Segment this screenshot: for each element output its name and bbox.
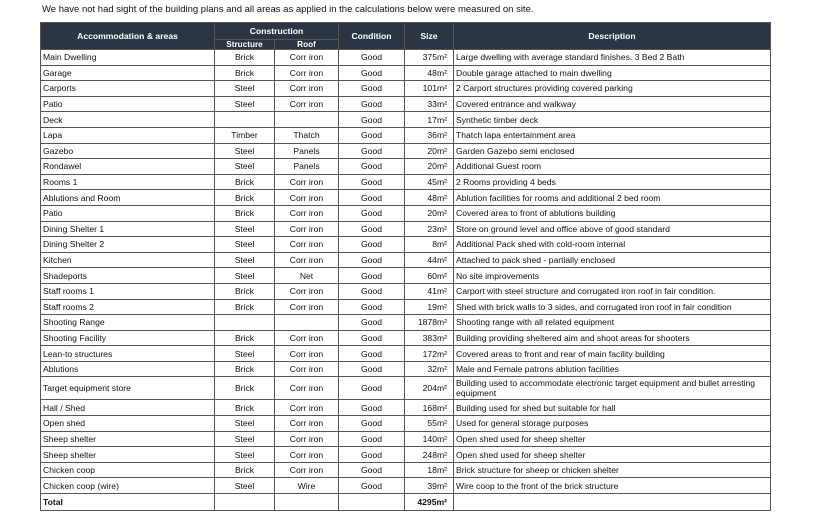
structure-cell: Steel	[215, 416, 275, 432]
structure-cell: Steel	[215, 346, 275, 362]
roof-cell: Corr iron	[275, 416, 339, 432]
roof-cell: Corr iron	[275, 221, 339, 237]
condition-cell: Good	[339, 81, 405, 97]
condition-cell: Good	[339, 221, 405, 237]
condition-cell: Good	[339, 400, 405, 416]
structure-cell: Brick	[215, 50, 275, 66]
area-cell: Ablutions and Room	[41, 190, 215, 206]
condition-cell: Good	[339, 159, 405, 175]
structure-cell: Brick	[215, 190, 275, 206]
structure-cell: Brick	[215, 400, 275, 416]
structure-cell	[215, 315, 275, 331]
condition-cell: Good	[339, 190, 405, 206]
structure-cell: Brick	[215, 330, 275, 346]
condition-cell: Good	[339, 96, 405, 112]
size-cell: 172m²	[405, 346, 454, 362]
structure-cell: Steel	[215, 81, 275, 97]
condition-cell: Good	[339, 268, 405, 284]
size-cell: 36m²	[405, 127, 454, 143]
size-cell: 48m²	[405, 190, 454, 206]
structure-cell: Steel	[215, 221, 275, 237]
description-cell: Carport with steel structure and corrugated iron roof in fair condition.	[454, 283, 771, 299]
condition-cell: Good	[339, 377, 405, 400]
condition-cell: Good	[339, 143, 405, 159]
size-cell: 8m²	[405, 237, 454, 253]
condition-cell: Good	[339, 478, 405, 494]
table-row	[41, 81, 771, 97]
roof-cell: Corr iron	[275, 377, 339, 400]
table-row	[41, 112, 771, 128]
structure-cell: Brick	[215, 377, 275, 400]
size-cell: 20m²	[405, 143, 454, 159]
description-cell: Covered entrance and walkway	[454, 96, 771, 112]
table-row	[41, 96, 771, 112]
size-cell: 375m²	[405, 50, 454, 66]
size-cell: 204m²	[405, 377, 454, 400]
roof-cell: Corr iron	[275, 447, 339, 463]
table-row	[41, 361, 771, 377]
total-label: Total	[41, 494, 215, 511]
roof-cell: Corr iron	[275, 174, 339, 190]
table-row	[41, 174, 771, 190]
area-cell: Patio	[41, 205, 215, 221]
area-cell: Staff rooms 1	[41, 283, 215, 299]
structure-cell: Brick	[215, 65, 275, 81]
condition-cell: Good	[339, 315, 405, 331]
structure-cell: Timber	[215, 127, 275, 143]
roof-cell: Corr iron	[275, 283, 339, 299]
roof-cell: Wire	[275, 478, 339, 494]
condition-cell: Good	[339, 431, 405, 447]
condition-cell: Good	[339, 283, 405, 299]
structure-cell: Brick	[215, 205, 275, 221]
condition-cell: Good	[339, 237, 405, 253]
description-cell: Wire coop to the front of the brick structure	[454, 478, 771, 494]
table-row	[41, 400, 771, 416]
size-cell: 18m²	[405, 462, 454, 478]
header-description: Description	[454, 23, 771, 50]
table-row	[41, 299, 771, 315]
structure-cell: Steel	[215, 143, 275, 159]
description-cell: Large dwelling with average standard finishes. 3 Bed 2 Bath	[454, 50, 771, 66]
size-cell: 23m²	[405, 221, 454, 237]
size-cell: 44m²	[405, 252, 454, 268]
description-cell: Shooting range with all related equipment	[454, 315, 771, 331]
area-cell: Gazebo	[41, 143, 215, 159]
roof-cell: Panels	[275, 159, 339, 175]
area-cell: Target equipment store	[41, 377, 215, 400]
description-cell: Building providing sheltered aim and shoot areas for shooters	[454, 330, 771, 346]
table-row	[41, 221, 771, 237]
table-row	[41, 65, 771, 81]
description-cell: No site improvements	[454, 268, 771, 284]
accommodation-table	[40, 22, 771, 511]
area-cell: Ablutions	[41, 361, 215, 377]
condition-cell: Good	[339, 447, 405, 463]
size-cell: 33m²	[405, 96, 454, 112]
roof-cell: Corr iron	[275, 346, 339, 362]
size-cell: 248m²	[405, 447, 454, 463]
description-cell: Synthetic timber deck	[454, 112, 771, 128]
area-cell: Dining Shelter 1	[41, 221, 215, 237]
total-row	[41, 494, 771, 511]
total-size: 4295m²	[405, 494, 454, 511]
area-cell: Carports	[41, 81, 215, 97]
table-row	[41, 190, 771, 206]
table-row	[41, 462, 771, 478]
description-cell: Garden Gazebo semi enclosed	[454, 143, 771, 159]
structure-cell: Steel	[215, 252, 275, 268]
structure-cell: Steel	[215, 268, 275, 284]
area-cell: Kitchen	[41, 252, 215, 268]
description-cell: Double garage attached to main dwelling	[454, 65, 771, 81]
roof-cell: Corr iron	[275, 299, 339, 315]
structure-cell: Brick	[215, 174, 275, 190]
table-row	[41, 315, 771, 331]
header-size: Size	[405, 23, 454, 50]
description-cell: 2 Carport structures providing covered parking	[454, 81, 771, 97]
roof-cell: Corr iron	[275, 361, 339, 377]
condition-cell: Good	[339, 346, 405, 362]
roof-cell: Corr iron	[275, 81, 339, 97]
intro-note: We have not had sight of the building plans and all areas as applied in the calculations below were measured on site.	[42, 4, 534, 15]
table-row	[41, 143, 771, 159]
area-cell: Shadeports	[41, 268, 215, 284]
table-row	[41, 431, 771, 447]
area-cell: Rooms 1	[41, 174, 215, 190]
roof-cell	[275, 112, 339, 128]
table-row	[41, 447, 771, 463]
size-cell: 39m²	[405, 478, 454, 494]
structure-cell: Steel	[215, 159, 275, 175]
size-cell: 41m²	[405, 283, 454, 299]
size-cell: 20m²	[405, 205, 454, 221]
condition-cell: Good	[339, 330, 405, 346]
condition-cell: Good	[339, 112, 405, 128]
condition-cell: Good	[339, 252, 405, 268]
header-condition: Condition	[339, 23, 405, 50]
description-cell: Used for general storage purposes	[454, 416, 771, 432]
size-cell: 20m²	[405, 159, 454, 175]
roof-cell: Corr iron	[275, 431, 339, 447]
roof-cell: Corr iron	[275, 462, 339, 478]
size-cell: 383m²	[405, 330, 454, 346]
size-cell: 55m²	[405, 416, 454, 432]
description-cell: Male and Female patrons ablution facilities	[454, 361, 771, 377]
size-cell: 19m²	[405, 299, 454, 315]
roof-cell: Corr iron	[275, 96, 339, 112]
size-cell: 168m²	[405, 400, 454, 416]
description-cell: Thatch lapa entertainment area	[454, 127, 771, 143]
header-roof: Roof	[275, 40, 339, 50]
table-row	[41, 237, 771, 253]
roof-cell: Panels	[275, 143, 339, 159]
description-cell: Brick structure for sheep or chicken shelter	[454, 462, 771, 478]
description-cell: 2 Rooms providing 4 beds	[454, 174, 771, 190]
structure-cell: Steel	[215, 431, 275, 447]
table-row	[41, 159, 771, 175]
roof-cell: Corr iron	[275, 400, 339, 416]
description-cell: Covered areas to front and rear of main facility building	[454, 346, 771, 362]
table-row	[41, 416, 771, 432]
structure-cell	[215, 112, 275, 128]
header-construction: Construction	[215, 23, 339, 40]
roof-cell: Corr iron	[275, 330, 339, 346]
structure-cell: Steel	[215, 237, 275, 253]
description-cell: Shed with brick walls to 3 sides, and corrugated iron roof in fair condition	[454, 299, 771, 315]
description-cell: Additional Guest room	[454, 159, 771, 175]
table-row	[41, 377, 771, 400]
size-cell: 140m²	[405, 431, 454, 447]
area-cell: Rondawel	[41, 159, 215, 175]
condition-cell: Good	[339, 462, 405, 478]
area-cell: Dining Shelter 2	[41, 237, 215, 253]
area-cell: Shooting Range	[41, 315, 215, 331]
structure-cell: Steel	[215, 96, 275, 112]
table-row	[41, 127, 771, 143]
table-row	[41, 346, 771, 362]
area-cell: Open shed	[41, 416, 215, 432]
table-row	[41, 283, 771, 299]
description-cell: Building used to accommodate electronic target equipment and bullet arresting equipment	[454, 377, 771, 400]
roof-cell: Corr iron	[275, 65, 339, 81]
condition-cell: Good	[339, 416, 405, 432]
description-cell: Building used for shed but suitable for hall	[454, 400, 771, 416]
area-cell: Staff rooms 2	[41, 299, 215, 315]
structure-cell: Brick	[215, 299, 275, 315]
condition-cell: Good	[339, 361, 405, 377]
condition-cell: Good	[339, 205, 405, 221]
roof-cell: Corr iron	[275, 252, 339, 268]
size-cell: 45m²	[405, 174, 454, 190]
area-cell: Lean-to structures	[41, 346, 215, 362]
description-cell: Open shed used for sheep shelter	[454, 447, 771, 463]
area-cell: Deck	[41, 112, 215, 128]
table-row	[41, 268, 771, 284]
area-cell: Chicken coop	[41, 462, 215, 478]
area-cell: Garage	[41, 65, 215, 81]
table-row	[41, 50, 771, 66]
description-cell: Store on ground level and office above of good standard	[454, 221, 771, 237]
header-structure: Structure	[215, 40, 275, 50]
area-cell: Sheep shelter	[41, 431, 215, 447]
roof-cell	[275, 315, 339, 331]
header-accommodation: Accommodation & areas	[41, 23, 215, 50]
table-row	[41, 252, 771, 268]
condition-cell: Good	[339, 299, 405, 315]
description-cell: Attached to pack shed - partially enclosed	[454, 252, 771, 268]
condition-cell: Good	[339, 174, 405, 190]
size-cell: 17m²	[405, 112, 454, 128]
roof-cell: Net	[275, 268, 339, 284]
size-cell: 1878m²	[405, 315, 454, 331]
structure-cell: Steel	[215, 478, 275, 494]
condition-cell: Good	[339, 50, 405, 66]
area-cell: Main Dwelling	[41, 50, 215, 66]
roof-cell: Corr iron	[275, 190, 339, 206]
area-cell: Lapa	[41, 127, 215, 143]
roof-cell: Thatch	[275, 127, 339, 143]
area-cell: Chicken coop (wire)	[41, 478, 215, 494]
description-cell: Covered area to front of ablutions building	[454, 205, 771, 221]
condition-cell: Good	[339, 65, 405, 81]
size-cell: 101m²	[405, 81, 454, 97]
area-cell: Shooting Facility	[41, 330, 215, 346]
size-cell: 60m²	[405, 268, 454, 284]
structure-cell: Brick	[215, 283, 275, 299]
roof-cell: Corr iron	[275, 237, 339, 253]
roof-cell: Corr iron	[275, 205, 339, 221]
description-cell: Open shed used for sheep shelter	[454, 431, 771, 447]
roof-cell: Corr iron	[275, 50, 339, 66]
size-cell: 32m²	[405, 361, 454, 377]
area-cell: Hall / Shed	[41, 400, 215, 416]
description-cell: Additional Pack shed with cold-room internal	[454, 237, 771, 253]
table-row	[41, 330, 771, 346]
structure-cell: Steel	[215, 447, 275, 463]
structure-cell: Brick	[215, 361, 275, 377]
area-cell: Patio	[41, 96, 215, 112]
structure-cell: Brick	[215, 462, 275, 478]
description-cell: Ablution facilities for rooms and additional 2 bed room	[454, 190, 771, 206]
table-row	[41, 205, 771, 221]
area-cell: Sheep shelter	[41, 447, 215, 463]
condition-cell: Good	[339, 127, 405, 143]
table-row	[41, 478, 771, 494]
size-cell: 48m²	[405, 65, 454, 81]
